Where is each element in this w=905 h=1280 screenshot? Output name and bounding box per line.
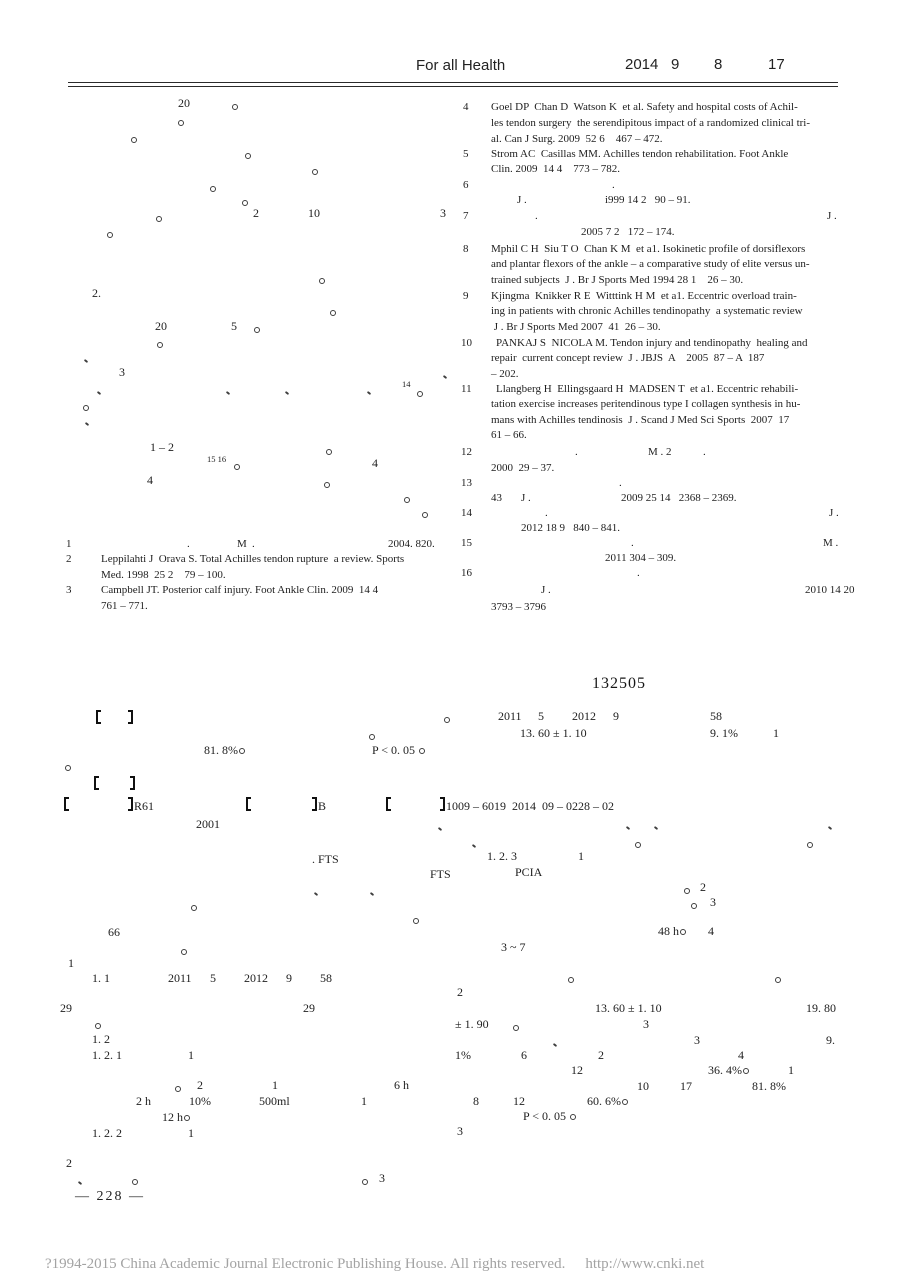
text-fragment: [624, 820, 632, 833]
text-fragment: 1 – 2: [150, 440, 174, 454]
text-fragment: Llangberg H Ellingsgaard H MADSEN T et a1. Eccentric rehabili-: [496, 383, 799, 395]
text-fragment: 2010 14 20: [805, 584, 855, 596]
text-fragment: 9: [463, 290, 469, 302]
text-fragment: 11: [461, 383, 472, 395]
text-fragment: 66: [108, 925, 120, 939]
text-fragment: Med. 1998 25 2 79 – 100.: [101, 569, 226, 581]
text-fragment: 2001: [196, 817, 220, 831]
text-fragment: 2: [66, 553, 72, 565]
ideographic-period-glyph: [775, 977, 781, 983]
text-fragment: [774, 973, 782, 986]
text-fragment: Mphil C H Siu T O Chan K M et a1. Isokinetic profile of dorsiflexors: [491, 243, 806, 255]
text-fragment: P < 0. 05: [523, 1110, 577, 1123]
header-year: 2014: [625, 56, 659, 73]
text-fragment: 4: [147, 473, 153, 487]
text-fragment: 10%: [189, 1094, 211, 1108]
ideographic-period-glyph: [680, 929, 686, 935]
header-day: 8: [714, 56, 723, 73]
text-fragment: repair current concept review J . JBJS A 2005 87 – A 187: [491, 352, 765, 364]
ideographic-comma-glyph: [626, 826, 630, 830]
ideographic-comma-glyph: [472, 844, 476, 848]
text-fragment: 1: [272, 1078, 278, 1092]
text-fragment: 3: [66, 584, 72, 596]
text-fragment: 1. 2: [92, 1032, 110, 1046]
text-fragment: 1: [773, 726, 779, 740]
text-fragment: 1%: [455, 1048, 471, 1062]
text-fragment: 2012: [244, 971, 268, 985]
header-month: 9: [671, 56, 680, 73]
text-fragment: B: [310, 797, 326, 813]
text-fragment: 4: [372, 456, 378, 470]
text-fragment: 14: [461, 507, 472, 519]
text-fragment: 12: [461, 446, 472, 458]
text-fragment: 1. 2. 3: [487, 849, 517, 863]
text-fragment: 58: [320, 971, 332, 985]
text-fragment: 29: [60, 1001, 72, 1015]
text-fragment: Campbell JT. Posterior calf injury. Foot Ankle Clin. 2009 14 4: [101, 584, 379, 596]
text-fragment: .: [703, 446, 706, 458]
text-fragment: R61: [126, 797, 154, 813]
text-fragment: les tendon surgery the serendipitous impact of a randomized clinical tri-: [491, 117, 811, 129]
text-fragment: [567, 973, 575, 986]
text-fragment: .: [637, 567, 640, 579]
text-fragment: 2011: [498, 709, 522, 723]
text-fragment: 2: [457, 985, 463, 999]
text-fragment: 19. 80: [806, 1001, 836, 1015]
text-fragment: 2009 25 14 2368 – 2369.: [621, 492, 737, 504]
text-fragment: 2: [197, 1078, 203, 1092]
text-fragment: – 202.: [491, 368, 519, 380]
text-fragment: and plantar flexors of the ankle – a comparative study of elite versus un-: [491, 258, 810, 270]
text-fragment: 10: [461, 337, 472, 349]
text-fragment: FTS: [430, 867, 451, 881]
text-fragment: 15 16: [207, 454, 227, 464]
text-fragment: 1. 2. 1: [92, 1048, 122, 1062]
text-fragment: [806, 838, 814, 851]
text-fragment: 6: [521, 1048, 527, 1062]
text-fragment: .: [252, 538, 255, 550]
text-fragment: 12: [571, 1063, 583, 1077]
text-fragment: 4: [738, 1048, 744, 1062]
text-fragment: tation exercise increases peritendinous type I collagen synthesis in hu-: [491, 398, 801, 410]
text-fragment: 2005 7 2 172 – 174.: [581, 226, 675, 238]
text-fragment: 3: [440, 206, 446, 220]
text-fragment: 5: [210, 971, 216, 985]
ideographic-comma-glyph: [828, 826, 832, 830]
text-fragment: 20: [155, 319, 167, 333]
text-fragment: [826, 820, 834, 833]
copyright-line: [30, 1239, 704, 1280]
text-fragment: 9.: [826, 1033, 835, 1047]
text-fragment: mans with Achilles tendinosis J . Scand J Med Sci Sports 2007 17: [491, 414, 790, 426]
text-fragment: .: [535, 210, 538, 222]
text-fragment: Kjingma Knikker R E Witttink H M et a1. Eccentric overload train-: [491, 290, 797, 302]
text-fragment: 3 ~ 7: [501, 940, 526, 954]
text-fragment: J .: [521, 492, 531, 504]
text-fragment: 13. 60 ± 1. 10: [595, 1001, 662, 1015]
text-fragment: 81. 8%: [204, 744, 246, 757]
text-fragment: 81. 8%: [752, 1079, 786, 1093]
text-fragment: 17: [680, 1079, 692, 1093]
text-fragment: Leppilahti J Orava S. Total Achilles tendon rupture a review. Sports: [101, 553, 405, 565]
text-fragment: 4: [708, 924, 714, 938]
text-fragment: 2011: [168, 971, 192, 985]
text-fragment: 58: [710, 709, 722, 723]
text-fragment: 2: [598, 1048, 604, 1062]
text-fragment: .: [575, 446, 578, 458]
text-fragment: al. Can J Surg. 2009 52 6 467 – 472.: [491, 133, 663, 145]
text-fragment: 13: [461, 477, 472, 489]
text-fragment: 1. 1: [92, 971, 110, 985]
text-fragment: [634, 838, 642, 851]
text-fragment: 3: [643, 1017, 649, 1031]
text-fragment: i999 14 2 90 – 91.: [605, 194, 691, 206]
text-fragment: 1: [788, 1063, 794, 1077]
text-fragment: J . Br J Sports Med 2007 41 26 – 30.: [491, 321, 661, 333]
text-fragment: 2004. 820.: [388, 538, 435, 550]
text-fragment: [551, 1037, 559, 1050]
text-fragment: 16: [461, 567, 472, 579]
ideographic-period-glyph: [568, 977, 574, 983]
text-fragment: 7: [463, 210, 469, 222]
text-fragment: 10: [637, 1079, 649, 1093]
page-number: — 228 —: [75, 1189, 145, 1204]
ideographic-period-glyph: [807, 842, 813, 848]
text-fragment: 2: [66, 1156, 72, 1170]
text-fragment: M: [237, 538, 247, 550]
text-fragment: 3: [710, 895, 716, 909]
journal-title: For all Health: [416, 57, 506, 74]
text-fragment: 4: [463, 101, 469, 113]
ideographic-period-glyph: [691, 903, 697, 909]
text-fragment: 1: [68, 956, 74, 970]
text-fragment: 1009 – 6019 2014 09 – 0228 – 02: [438, 797, 614, 813]
copyright-text: ?1994-2015 China Academic Journal Electronic Publishing House. All rights reserved.: [45, 1256, 566, 1272]
text-fragment: Clin. 2009 14 4 773 – 782.: [491, 163, 620, 175]
text-fragment: 8: [463, 243, 469, 255]
text-fragment: .: [619, 477, 622, 489]
text-fragment: 1: [188, 1126, 194, 1140]
ideographic-period-glyph: [743, 1068, 749, 1074]
text-fragment: 1: [361, 1094, 367, 1108]
text-fragment: 20: [178, 96, 190, 110]
text-fragment: J .: [541, 584, 551, 596]
text-fragment: 6 h: [394, 1078, 409, 1092]
text-fragment: 3: [694, 1033, 700, 1047]
copyright-url: http://www.cnki.net: [585, 1256, 705, 1272]
text-fragment: Goel DP Chan D Watson K et al. Safety and hospital costs of Achil-: [491, 101, 798, 113]
text-fragment: 1: [188, 1048, 194, 1062]
ideographic-period-glyph: [684, 888, 690, 894]
text-fragment: 14: [402, 379, 411, 389]
text-fragment: 13. 60 ± 1. 10: [520, 726, 587, 740]
text-fragment: PCIA: [515, 865, 543, 879]
text-fragment: 3: [379, 1171, 385, 1185]
text-fragment: 36. 4%: [708, 1064, 750, 1077]
text-fragment: trained subjects J . Br J Sports Med 1994 28 1 26 – 30.: [491, 274, 744, 286]
text-fragment: . FTS: [312, 852, 339, 866]
ideographic-comma-glyph: [654, 826, 658, 830]
text-fragment: 10: [308, 206, 320, 220]
text-fragment: 60. 6%: [587, 1095, 629, 1108]
text-fragment: 2 h: [136, 1094, 151, 1108]
text-fragment: 2: [253, 206, 259, 220]
text-fragment: 15: [461, 537, 472, 549]
text-fragment: 9. 1%: [710, 726, 738, 740]
text-fragment: 2: [700, 880, 706, 894]
text-fragment: J .: [829, 507, 839, 519]
text-fragment: 3: [119, 365, 125, 379]
ideographic-period-glyph: [570, 1114, 576, 1120]
text-fragment: [470, 838, 478, 851]
text-fragment: 1: [66, 538, 72, 550]
text-fragment: 12 h: [162, 1111, 191, 1124]
text-fragment: 43: [491, 492, 502, 504]
text-fragment: [683, 884, 691, 897]
text-fragment: ing in patients with chronic Achilles tendinopathy a systematic review: [491, 305, 803, 317]
text-fragment: 12: [513, 1094, 525, 1108]
header-issue: 17: [768, 56, 785, 73]
ideographic-period-glyph: [622, 1099, 628, 1105]
text-fragment: J .: [517, 194, 527, 206]
institution-code: 132505: [592, 675, 646, 692]
text-fragment: 2000 29 – 37.: [491, 462, 555, 474]
text-fragment: 8: [473, 1094, 479, 1108]
text-fragment: 2012: [572, 709, 596, 723]
text-fragment: 2.: [92, 286, 101, 300]
text-fragment: 9: [613, 709, 619, 723]
text-fragment: 1. 2. 2: [92, 1126, 122, 1140]
text-fragment: .: [187, 538, 190, 550]
text-fragment: 2012 18 9 840 – 841.: [521, 522, 620, 534]
text-fragment: 9: [286, 971, 292, 985]
text-fragment: P < 0. 05: [372, 744, 426, 757]
text-fragment: .: [545, 507, 548, 519]
text-fragment: 1: [578, 849, 584, 863]
text-fragment: 5: [231, 319, 237, 333]
text-fragment: 5: [538, 709, 544, 723]
text-fragment: 2011 304 – 309.: [605, 552, 677, 564]
text-fragment: J .: [827, 210, 837, 222]
text-fragment: 761 – 771.: [101, 600, 148, 612]
text-fragment: [690, 899, 698, 912]
text-fragment: M . 2: [648, 446, 672, 458]
text-fragment: 48 h: [658, 925, 687, 938]
text-fragment: M .: [823, 537, 839, 549]
text-fragment: .: [612, 179, 615, 191]
text-fragment: .: [631, 537, 634, 549]
text-fragment: 61 – 66.: [491, 429, 527, 441]
text-fragment: Strom AC Casillas MM. Achilles tendon rehabilitation. Foot Ankle: [491, 148, 789, 160]
text-fragment: 3793 – 3796: [491, 601, 546, 613]
ideographic-period-glyph: [635, 842, 641, 848]
text-fragment: 3: [457, 1124, 463, 1138]
text-fragment: [652, 820, 660, 833]
text-fragment: PANKAJ S NICOLA M. Tendon injury and tendinopathy healing and: [496, 337, 808, 349]
text-fragment: [512, 1021, 520, 1034]
text-fragment: 500ml: [259, 1094, 290, 1108]
ideographic-comma-glyph: [553, 1043, 557, 1047]
text-fragment: 29: [303, 1001, 315, 1015]
text-fragment: 6: [463, 179, 469, 191]
text-fragment: ± 1. 90: [455, 1017, 489, 1031]
ideographic-period-glyph: [513, 1025, 519, 1031]
text-fragment: 5: [463, 148, 469, 160]
